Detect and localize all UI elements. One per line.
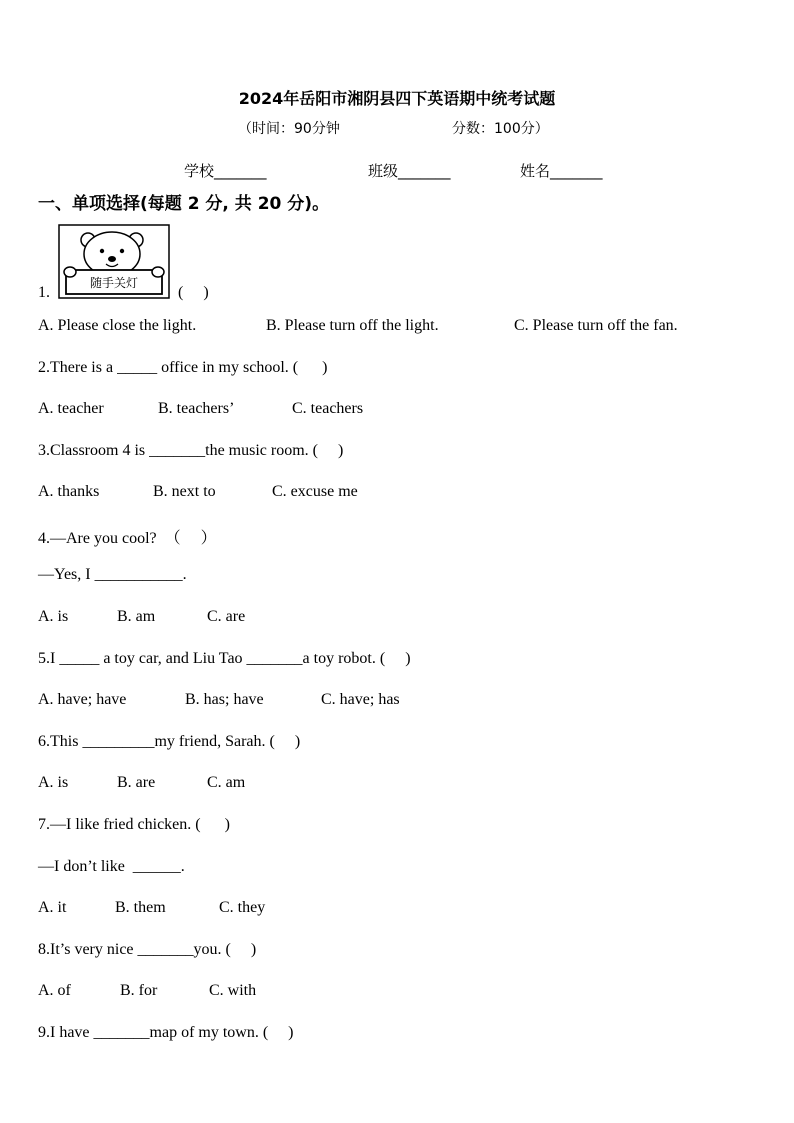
q3-option-c: C. excuse me xyxy=(272,483,358,500)
exam-time: （时间：90分钟 xyxy=(238,121,340,137)
name-field: 姓名_______ xyxy=(520,162,603,180)
q2-option-a: A. teacher xyxy=(38,400,104,417)
q1-option-c: C. Please turn off the fan. xyxy=(514,317,678,334)
q3-stem: 3.Classroom 4 is _______the music room. ( ) xyxy=(38,442,344,459)
q6-option-c: C. am xyxy=(207,774,246,791)
q4-option-c: C. are xyxy=(207,608,246,625)
q2-stem: 2.There is a _____ office in my school. ( ) xyxy=(38,359,328,376)
q6-option-a: A. is xyxy=(38,774,69,791)
q5-option-b: B. has; have xyxy=(185,691,264,708)
q4-stem: 4.—Are you cool? （ ） xyxy=(38,530,217,547)
section-title: 一、单项选择(每题 2 分, 共 20 分)。 xyxy=(38,194,330,214)
q7-stem-2: —I don’t like ______. xyxy=(38,858,185,875)
q6-stem: 6.This _________my friend, Sarah. ( ) xyxy=(38,733,301,750)
page-title: 2024年岳阳市湘阴县四下英语期中统考试题 xyxy=(238,89,556,108)
q1-option-b: B. Please turn off the light. xyxy=(266,317,439,334)
q6-option-b: B. are xyxy=(117,774,156,791)
q5-option-c: C. have; has xyxy=(321,691,400,708)
q4-option-b: B. am xyxy=(117,608,156,625)
q5-option-a: A. have; have xyxy=(38,691,127,708)
q7-option-c: C. they xyxy=(219,899,266,916)
q8-option-c: C. with xyxy=(209,982,257,999)
class-field: 班级_______ xyxy=(368,162,451,180)
q3-option-b: B. next to xyxy=(153,483,216,500)
q7-option-b: B. them xyxy=(115,899,166,916)
q9-stem: 9.I have _______map of my town. ( ) xyxy=(38,1024,294,1041)
q4-option-a: A. is xyxy=(38,608,69,625)
school-field: 学校_______ xyxy=(184,162,267,180)
q1-bracket: ( ) xyxy=(178,284,209,301)
q2-option-c: C. teachers xyxy=(292,400,364,417)
exam-score: 分数：100分） xyxy=(452,121,549,137)
q5-stem: 5.I _____ a toy car, and Liu Tao _______a toy robot. ( ) xyxy=(38,650,411,667)
q8-stem: 8.It’s very nice _______you. ( ) xyxy=(38,941,257,958)
q1-option-a: A. Please close the light. xyxy=(38,317,197,334)
q7-option-a: A. it xyxy=(38,899,67,916)
q8-option-b: B. for xyxy=(120,982,158,999)
q1-number: 1. xyxy=(38,284,50,301)
q7-stem: 7.—I like fried chicken. ( ) xyxy=(38,816,230,833)
sign-text: 随手关灯 xyxy=(89,276,139,290)
bear-sign-image xyxy=(58,224,170,299)
q3-option-a: A. thanks xyxy=(38,483,100,500)
q2-option-b: B. teachers’ xyxy=(158,400,235,417)
q8-option-a: A. of xyxy=(38,982,71,999)
q4-stem-2: —Yes, I ___________. xyxy=(38,566,187,583)
